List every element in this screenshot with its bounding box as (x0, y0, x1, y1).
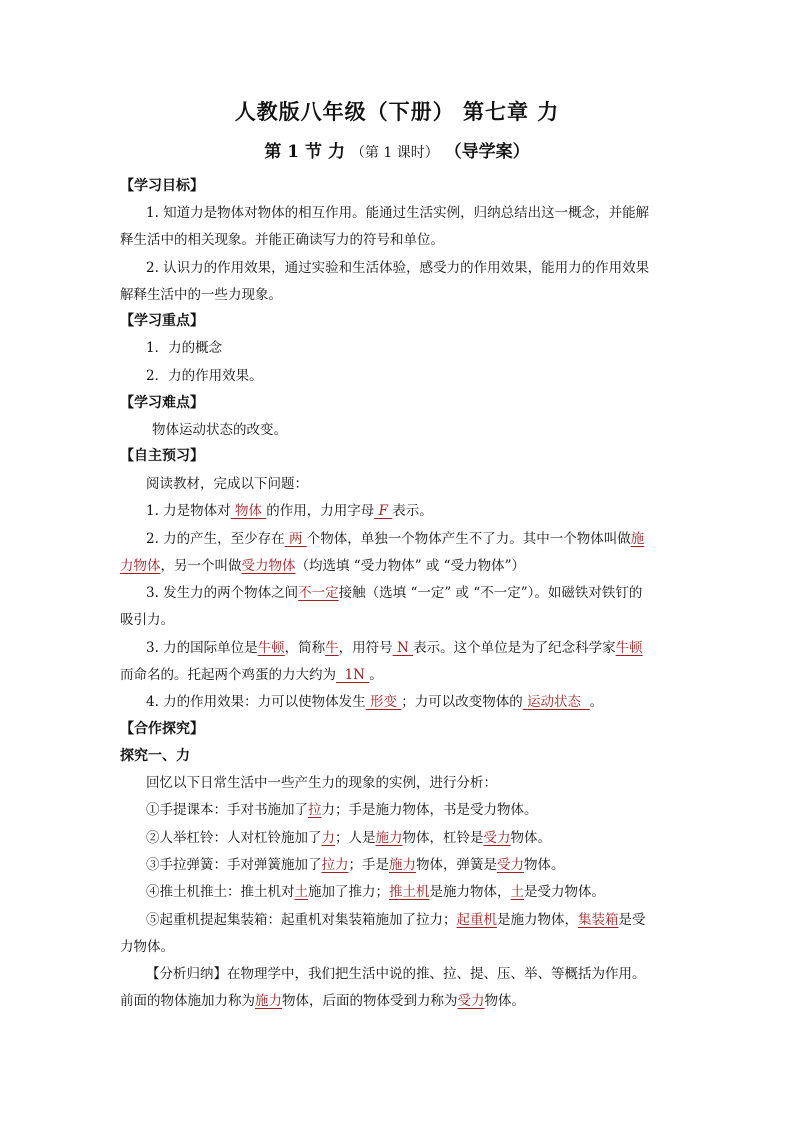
answer-blank: 物体 (234, 503, 262, 519)
inquiry-intro: 回忆以下日常生活中一些产生力的现象的实例，进行分析： (146, 775, 497, 791)
preview-question-3-line-1: 3. 发生力的两个物体之间不一定接触（选填 “一定” 或 “不一定”）。如磁铁对铁钉的 (146, 585, 643, 601)
answer-blank: 受力 (457, 993, 485, 1009)
answer-blank: 两 (288, 531, 303, 547)
objective-1-line-1: 1. 知道力是物体对物体的相互作用。能通过生活实例，归纳总结出这一概念，并能解 (146, 205, 650, 221)
preview-question-2-line-1: 2. 力的产生，至少存在 两 个物体，单独一个物体产生不了力。其中一个物体叫做施 (146, 531, 645, 547)
answer-blank: 不一定 (298, 585, 339, 601)
preview-question-5: 4. 力的作用效果：力可以使物体发生 形变 ；力可以改变物体的 运动状态 。 (146, 694, 604, 710)
inquiry-heading: 【合作探究】 (120, 721, 204, 737)
preview-question-4-line-2: 而命名的。托起两个鸡蛋的力大约为 1N 。 (120, 667, 383, 683)
key-point-2: 2．力的作用效果。 (146, 368, 263, 384)
answer-blank: 形变 (369, 694, 397, 710)
example-5-line-2: 力物体。 (120, 939, 174, 955)
example-1: ①手提课本：手对书施加了拉力；手是施力物体，书是受力物体。 (146, 802, 538, 818)
section-title: 第 1 节 力 (264, 142, 345, 162)
objective-2-line-2: 解释生活中的一些力现象。 (120, 287, 282, 303)
lesson-number: （第 1 课时） (350, 145, 439, 161)
example-4: ④推土机推土：推土机对土施加了推力；推土机是施力物体，土是受力物体。 (146, 884, 605, 900)
answer-blank: N (396, 640, 409, 656)
example-5-line-1: ⑤起重机提起集装箱：起重机对集装箱施加了拉力；起重机是施力物体，集装箱是受 (146, 912, 646, 928)
answer-blank: 拉 (308, 802, 322, 818)
answer-blank: 施力 (389, 857, 416, 873)
answer-blank: 起重机 (456, 912, 497, 928)
answer-blank: 土 (294, 884, 308, 900)
preview-question-1: 1. 力是物体对 物体 的作用，力用字母 F 表示。 (146, 503, 433, 519)
preview-question-4-line-1: 3. 力的国际单位是牛顿，简称牛，用符号 N 表示。这个单位是为了纪念科学家牛顿 (146, 640, 643, 656)
answer-blank: 集装箱 (578, 912, 619, 928)
preview-heading: 【自主预习】 (120, 448, 204, 464)
objective-1-line-2: 释生活中的相关现象。并能正确读写力的符号和单位。 (120, 232, 444, 248)
answer-blank: 受力物体 (241, 558, 296, 574)
answer-blank: 施力 (255, 993, 282, 1009)
preview-intro: 阅读教材，完成以下问题： (146, 476, 308, 492)
answer-blank: 力 (321, 830, 335, 846)
answer-blank: 牛 (325, 640, 339, 656)
objective-2-line-1: 2. 认识力的作用效果，通过实验和生活体验，感受力的作用效果，能用力的作用效果 (146, 260, 650, 276)
answer-blank: 土 (510, 884, 524, 900)
answer-blank: 施力 (375, 830, 403, 846)
difficulty-item: 物体运动状态的改变。 (152, 422, 287, 438)
answer-blank: 运动状态 (527, 694, 582, 710)
summary-line-2: 前面的物体施加力称为施力物体，后面的物体受到力称为受力物体。 (120, 993, 525, 1009)
answer-blank: 推土机 (389, 884, 430, 900)
document-subtitle (0, 137, 794, 162)
preview-question-2-line-2: 力物体，另一个叫做受力物体（均选填 “受力物体” 或 “受力物体”） (120, 558, 525, 574)
answer-blank: 1N (344, 667, 365, 683)
inquiry-subheading: 探究一、力 (120, 748, 190, 764)
answer-blank: 受力 (483, 830, 511, 846)
key-points-heading: 【学习重点】 (120, 313, 204, 329)
answer-blank: 力物体 (120, 558, 161, 574)
answer-blank: 牛顿 (615, 640, 643, 656)
answer-blank: 牛顿 (257, 640, 285, 656)
example-2: ②人举杠铃：人对杠铃施加了力；人是施力物体，杠铃是受力物体。 (146, 830, 551, 846)
answer-blank: 施 (630, 531, 645, 547)
difficulty-heading: 【学习难点】 (120, 395, 204, 411)
summary-line-1: 【分析归纳】在物理学中，我们把生活中说的推、拉、提、压、举、等概括为作用。 (146, 966, 646, 982)
document-title: 人教版八年级（下册） 第七章 力 (234, 99, 560, 124)
answer-blank: 受力 (497, 857, 524, 873)
answer-blank: 拉力 (321, 857, 349, 873)
answer-blank: F (378, 503, 388, 519)
objectives-heading: 【学习目标】 (120, 178, 204, 194)
key-point-1: 1．力的概念 (146, 340, 223, 356)
worksheet-tag: （导学案） (444, 142, 530, 162)
example-3: ③手拉弹簧：手对弹簧施加了拉力；手是施力物体，弹簧是受力物体。 (146, 857, 565, 873)
preview-question-3-line-2: 吸引力。 (120, 612, 174, 628)
